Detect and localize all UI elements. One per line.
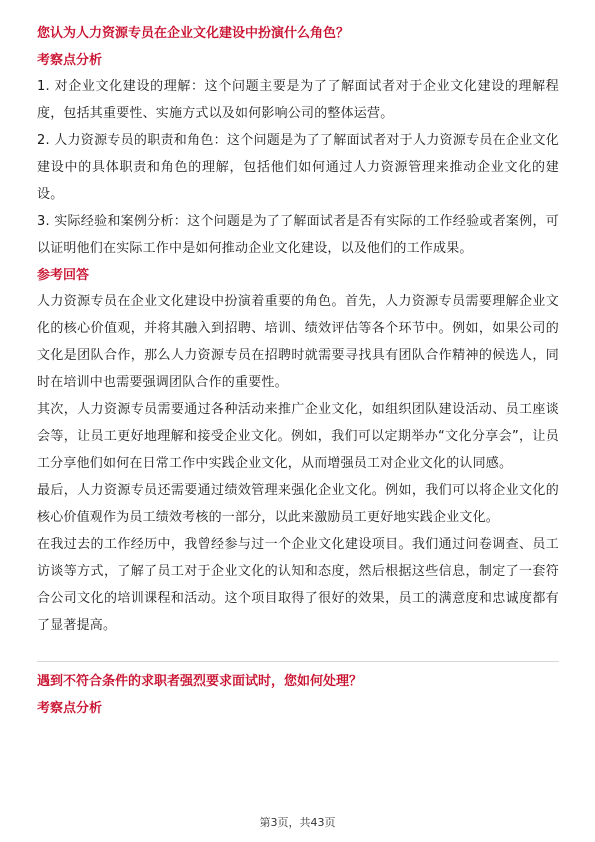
answer-paragraph: 人力资源专员在企业文化建设中扮演着重要的角色。首先，人力资源专员需要理解企业文化的核心价值观，并将其融入到招聘、培训、绩效评估等各个环节中。例如，如果公司的文化是团队合作，那么人力资源专员在招聘时就需要寻找具有团队合作精神的候选人，同时在培训中也需要强调团队合作的重要性。 — [37, 294, 559, 390]
question-title: 您认为人力资源专员在企业文化建设中扮演什么角色？ — [37, 26, 350, 41]
analysis-heading: 考察点分析 — [37, 701, 103, 716]
analysis-point: 2. 人力资源专员的职责和角色：这个问题是为了了解面试者对于人力资源专员在企业文化建设中的具体职责和角色的理解，包括他们如何通过人力资源管理来推动企业文化的建设。 — [37, 133, 559, 202]
question-title: 遇到不符合条件的求职者强烈要求面试时，您如何处理？ — [37, 674, 363, 689]
page-footer: 第3页，共43页 — [259, 816, 336, 829]
answer-paragraph: 在我过去的工作经历中，我曾经参与过一个企业文化建设项目。我们通过问卷调查、员工访谈等方式，了解了员工对于企业文化的认知和态度，然后根据这些信息，制定了一套符合公司文化的培训课程和活动。这个项目取得了很好的效果，员工的满意度和忠诚度都有了显著提高。 — [37, 537, 559, 633]
analysis-point: 1. 对企业文化建设的理解：这个问题主要是为了了解面试者对于企业文化建设的理解程度，包括其重要性、实施方式以及如何影响公司的整体运营。 — [37, 79, 559, 121]
answer-paragraph: 最后，人力资源专员还需要通过绩效管理来强化企业文化。例如，我们可以将企业文化的核心价值观作为员工绩效考核的一部分，以此来激励员工更好地实践企业文化。 — [37, 483, 559, 525]
answer-heading: 参考回答 — [37, 268, 90, 283]
analysis-heading: 考察点分析 — [37, 53, 103, 68]
page-content — [37, 24, 559, 721]
analysis-point: 3. 实际经验和案例分析：这个问题是为了了解面试者是否有实际的工作经验或者案例，可以证明他们在实际工作中是如何推动企业文化建设，以及他们的工作成果。 — [37, 214, 559, 256]
answer-paragraph: 其次，人力资源专员需要通过各种活动来推广企业文化，如组织团队建设活动、员工座谈会等，让员工更好地理解和接受企业文化。例如，我们可以定期举办“文化分享会”，让员工分享他们如何在日常工作中实践企业文化，从而增强员工对企业文化的认同感。 — [37, 402, 559, 471]
